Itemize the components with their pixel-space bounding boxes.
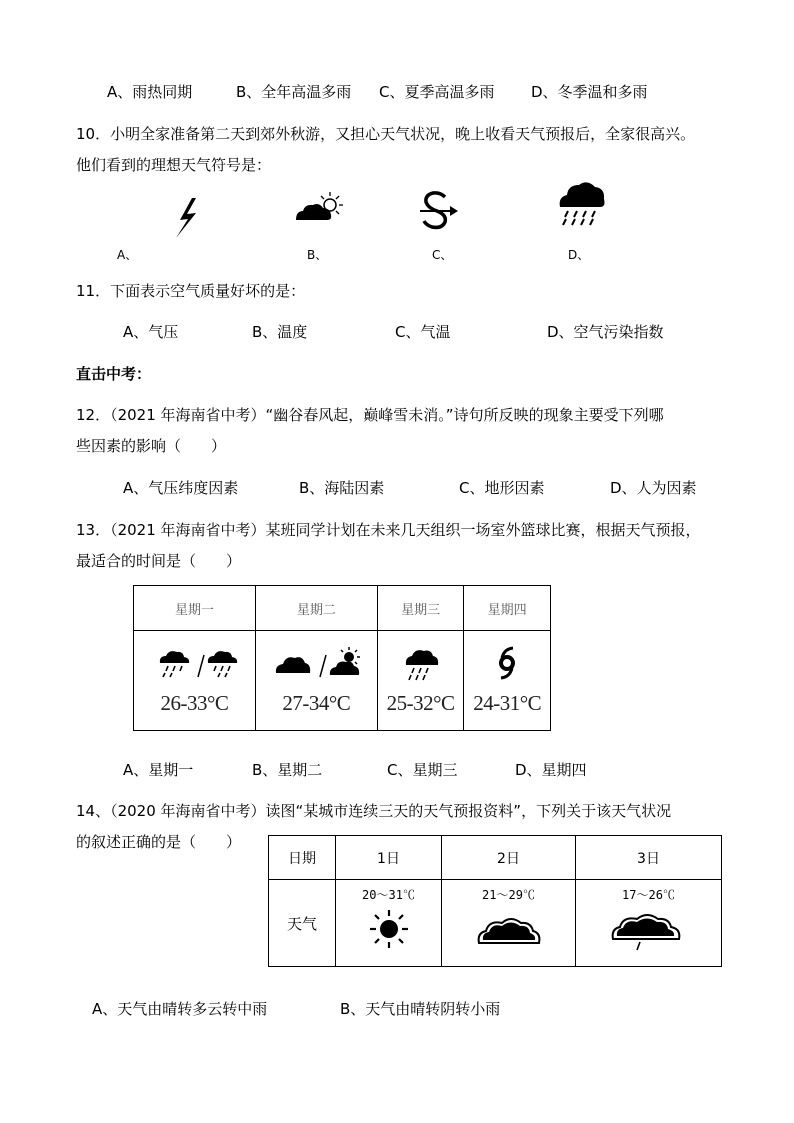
q13-option-d: D、星期四 [515,761,587,779]
light-rain-icon [607,907,691,959]
q14-day-header: 3日 [576,836,722,880]
q13-option-a: A、星期一 [123,761,194,779]
overcast-icon [473,909,545,949]
q9-option-a: A、雨热同期 [107,83,193,101]
q14-day-header: 2日 [442,836,576,880]
moderate-rain-icon [396,643,446,683]
q14-col-date-header: 日期 [269,836,336,880]
sun-cloud-icon [294,190,350,224]
q14-cell-day1 [336,880,442,967]
q13-temp: 24-31°C [473,691,542,715]
q14-forecast-table [268,835,722,967]
sunny-icon [365,907,413,951]
q14-temp: 21～29℃ [482,888,535,902]
section-title: 直击中考： [76,365,152,383]
q10-label-d: D、 [568,248,590,262]
q13-option-c: C、星期三 [387,761,458,779]
cloudy-rain-icon [146,643,242,683]
q13-cell-monday [134,631,256,731]
q13-day-header: 星期二 [255,586,377,631]
q10-stem-line1: 10．小明全家准备第二天到郊外秋游，又担心天气状况，晚上收看天气预报后，全家很高兴。 [76,125,696,143]
q13-stem-line2: 最适合的时间是（ ） [76,552,242,570]
q9-option-d: D、冬季温和多雨 [531,83,648,101]
q12-stem-line1: 12．（2021 年海南省中考）“幽谷春风起，巅峰雪未消。”诗句所反映的现象主要受下列哪 [76,406,664,424]
q14-option-a: A、天气由晴转多云转中雨 [92,1000,268,1018]
q14-stem-line1: 14、（2020 年海南省中考）读图“某城市连续三天的天气预报资料”，下列关于该天气状况 [76,802,672,820]
sandstorm-icon [418,189,460,233]
q14-temp: 20～31℃ [362,888,415,902]
heavy-rain-icon [556,177,608,227]
q9-option-b: B、全年高温多雨 [236,83,352,101]
q11-option-c: C、气温 [395,323,451,341]
q13-cell-thursday [464,631,551,731]
q13-option-b: B、星期二 [252,761,323,779]
q12-option-d: D、人为因素 [610,479,697,497]
q14-day-header: 1日 [336,836,442,880]
cloudy-to-partly-sunny-icon [268,643,364,683]
q12-option-b: B、海陆因素 [299,479,385,497]
q10-label-a: A、 [117,248,138,262]
q13-temp: 26-33°C [160,691,229,715]
q13-stem-line1: 13．（2021 年海南省中考）某班同学计划在未来几天组织一场室外篮球比赛，根据天气预报， [76,521,701,539]
q12-option-c: C、地形因素 [459,479,545,497]
q14-row-label: 天气 [269,880,336,967]
q13-day-header: 星期一 [134,586,256,631]
q11-stem: 11．下面表示空气质量好坏的是： [76,282,306,300]
q13-day-header: 星期三 [377,586,464,631]
q11-option-b: B、温度 [252,323,308,341]
q11-option-d: D、空气污染指数 [547,323,664,341]
q14-cell-day2 [442,880,576,967]
q13-temp: 27-34°C [282,691,351,715]
q14-option-b: B、天气由晴转阴转小雨 [340,1000,501,1018]
q11-option-a: A、气压 [123,323,179,341]
q14-cell-day3 [576,880,722,967]
q13-cell-wednesday [377,631,464,731]
q13-day-header: 星期四 [464,586,551,631]
q13-temp: 25-32°C [386,691,455,715]
q10-label-b: B、 [307,248,328,262]
q10-stem-line2: 他们看到的理想天气符号是： [76,156,272,174]
q10-label-c: C、 [432,248,453,262]
q13-forecast-table [133,585,551,731]
typhoon-icon [482,643,532,683]
q14-temp: 17～26℃ [622,888,675,902]
q12-stem-line2: 些因素的影响（ ） [76,437,227,455]
q9-option-c: C、夏季高温多雨 [379,83,495,101]
q14-stem-line2: 的叙述正确的是（ ） [76,833,242,851]
lightning-icon [172,196,202,240]
q13-cell-tuesday [255,631,377,731]
q12-option-a: A、气压纬度因素 [123,479,239,497]
